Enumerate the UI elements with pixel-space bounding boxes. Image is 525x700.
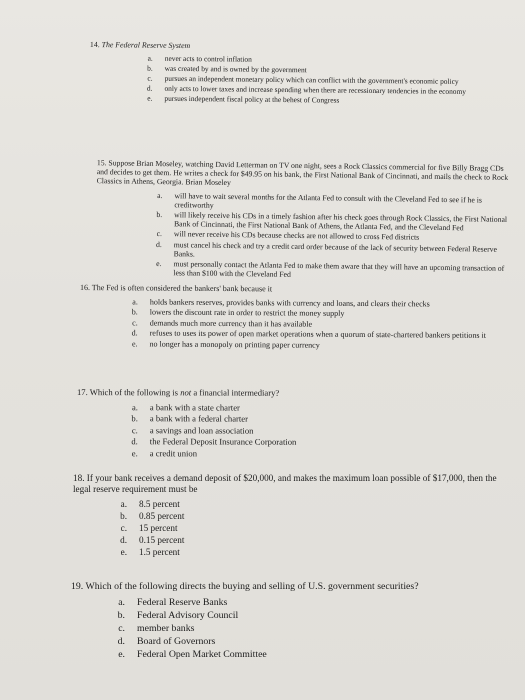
question-text-start: Which of the following is <box>89 387 181 398</box>
choice-letter: b. <box>156 210 163 220</box>
choice-text: was created by and is owned by the government <box>164 63 307 75</box>
choice-letter: a. <box>118 597 125 608</box>
question-stem <box>90 40 520 54</box>
choice-text: 0.15 percent <box>139 535 185 545</box>
answer-choice <box>71 610 511 622</box>
answer-choice <box>77 448 507 460</box>
choice-text: Federal Reserve Banks <box>137 597 228 608</box>
choice-letter: c. <box>120 523 127 533</box>
choice-letter: d. <box>155 239 162 249</box>
question-number: 16. <box>79 283 90 293</box>
choice-letter: c. <box>147 73 153 83</box>
answer-choice <box>77 402 507 414</box>
question-number: 18. <box>73 473 85 483</box>
question-stem <box>77 387 507 399</box>
answer-choices <box>83 190 514 283</box>
answer-choice <box>73 499 513 510</box>
question-stem <box>73 473 513 495</box>
choice-text: pursues independent fiscal policy at the behest of Congress <box>164 93 340 105</box>
question-stem <box>80 283 510 296</box>
question-text <box>90 387 280 398</box>
answer-choice <box>77 413 507 425</box>
answer-choices <box>89 53 519 107</box>
choice-text: a bank with a federal charter <box>149 413 248 424</box>
choice-letter: e. <box>131 448 138 459</box>
choice-text: lowers the discount rate in order to restrict the money supply <box>149 307 345 319</box>
choice-text: refuses to uses its power of open market operations when a quorum of state-chartered bankers petitions it <box>149 328 487 341</box>
question-number: 17. <box>76 387 88 398</box>
question-stem <box>85 158 515 192</box>
question-number: 14. <box>89 40 100 50</box>
question-text-end: a financial intermediary? <box>191 387 280 398</box>
answer-choice <box>71 649 511 661</box>
answer-choice <box>73 523 513 534</box>
answer-choice <box>77 436 507 448</box>
question-stem <box>71 581 511 593</box>
choice-letter: b. <box>117 610 125 621</box>
answer-choice <box>73 547 513 558</box>
choice-text: will have to wait several months for the Atlanta Fed to consult with the Cleveland Fed to see if he is creditworthy <box>174 190 482 210</box>
choice-letter: a. <box>131 401 138 412</box>
question-19 <box>71 581 511 662</box>
choice-text: demands much more currency than it has available <box>149 318 313 329</box>
choice-text: only acts to lower taxes and increase spending when there are recessionary tendencies in the economy <box>164 83 466 96</box>
choice-text: must personally contact the Atlanta Fed to make them aware that they will have an upcoming transaction of less than $100 with the Cleveland Fed <box>173 259 505 280</box>
choice-letter: e. <box>156 259 162 269</box>
choice-letter: c. <box>131 424 138 435</box>
choice-letter: e. <box>147 93 153 103</box>
choice-letter: b. <box>131 413 138 424</box>
choice-text: holds bankers reserves, provides banks with currency and loans, and clears their checks <box>149 297 430 309</box>
answer-choice <box>80 339 510 352</box>
question-text: The Fed is often considered the bankers' bank because it <box>91 283 273 294</box>
choice-letter: a. <box>157 190 163 200</box>
choice-text: no longer has a monopoly on printing paper currency <box>149 339 320 350</box>
choice-letter: d. <box>146 83 153 93</box>
choice-letter: e. <box>120 547 127 557</box>
choice-letter: c. <box>132 318 138 328</box>
question-18 <box>73 473 513 559</box>
choice-text: Federal Open Market Committee <box>137 649 267 660</box>
choice-text: 15 percent <box>139 523 178 533</box>
choice-text: will never receive his CDs because checks are not allowed to cross Fed districts <box>173 229 420 243</box>
choice-letter: d. <box>120 535 127 545</box>
question-text: The Federal Reserve System <box>101 40 191 51</box>
choice-letter: a. <box>147 53 153 63</box>
choice-letter: c. <box>156 229 163 239</box>
choice-letter: e. <box>131 339 138 349</box>
choice-letter: d. <box>131 436 138 447</box>
choice-letter: a. <box>132 296 138 306</box>
question-17 <box>77 387 507 461</box>
choice-letter: b. <box>120 511 127 521</box>
choice-text: member banks <box>137 623 195 634</box>
choice-text: must cancel his check and try a credit card order because of the lack of security between Federal Reserve Banks. <box>173 239 497 259</box>
question-14 <box>89 40 520 107</box>
choice-text: a bank with a state charter <box>149 401 240 413</box>
choice-letter: b. <box>147 63 153 73</box>
question-15 <box>83 158 515 283</box>
answer-choices <box>77 402 507 460</box>
answer-choices <box>71 597 511 661</box>
choice-text: will likely receive his CDs in a timely fashion after his check goes through Rock Classics, the First National Bank of Cincinnati, the First National Bank of Athens, the Atlanta Fed, and the Cleveland Fed <box>174 210 508 233</box>
choice-text: the Federal Deposit Insurance Corporation <box>149 436 297 448</box>
choice-text: Board of Governors <box>137 636 216 647</box>
choice-text: a savings and loan association <box>149 425 254 436</box>
question-number: 19. <box>71 581 84 592</box>
question-16 <box>80 283 510 353</box>
answer-choice <box>71 597 511 609</box>
choice-text: never acts to control inflation <box>164 53 252 64</box>
choice-text: a credit union <box>149 448 198 459</box>
choice-letter: d. <box>117 636 125 647</box>
choice-text: 0.85 percent <box>139 511 185 521</box>
answer-choices <box>73 499 513 558</box>
question-text: Suppose Brian Moseley, watching David Letterman on TV one night, sees a Rock Classics commercial for five Billy Bragg CDs and decides to get them. He writes a check for $49.95 on his bank, the First National Bank of Cincinnati, and mails the check to Rock Classics in Athens, Georgia. Brian Moseley <box>96 158 509 188</box>
choice-text: Federal Advisory Council <box>137 610 239 621</box>
choice-letter: e. <box>118 649 125 660</box>
question-text-emphasis: not <box>180 387 192 398</box>
choice-letter: c. <box>118 623 125 634</box>
choice-letter: a. <box>120 499 127 509</box>
answer-choice <box>71 623 511 635</box>
choice-text: 1.5 percent <box>139 547 180 557</box>
answer-choice <box>71 636 511 648</box>
answer-choice <box>73 511 513 522</box>
answer-choice <box>73 535 513 546</box>
choice-letter: b. <box>131 307 138 317</box>
choice-text: pursues an independent monetary policy which can conflict with the government's economic policy <box>164 73 459 86</box>
choice-letter: d. <box>131 328 138 338</box>
choice-text: 8.5 percent <box>139 499 180 509</box>
answer-choices <box>80 297 510 352</box>
question-text: Which of the following directs the buying and selling of U.S. government securities? <box>85 581 419 592</box>
question-text: If your bank receives a demand deposit of $20,000, and makes the maximum loan possible of $17,000, then the legal reserve requirement must be <box>73 473 497 494</box>
question-number: 15. <box>96 158 107 168</box>
answer-choice <box>77 425 507 437</box>
